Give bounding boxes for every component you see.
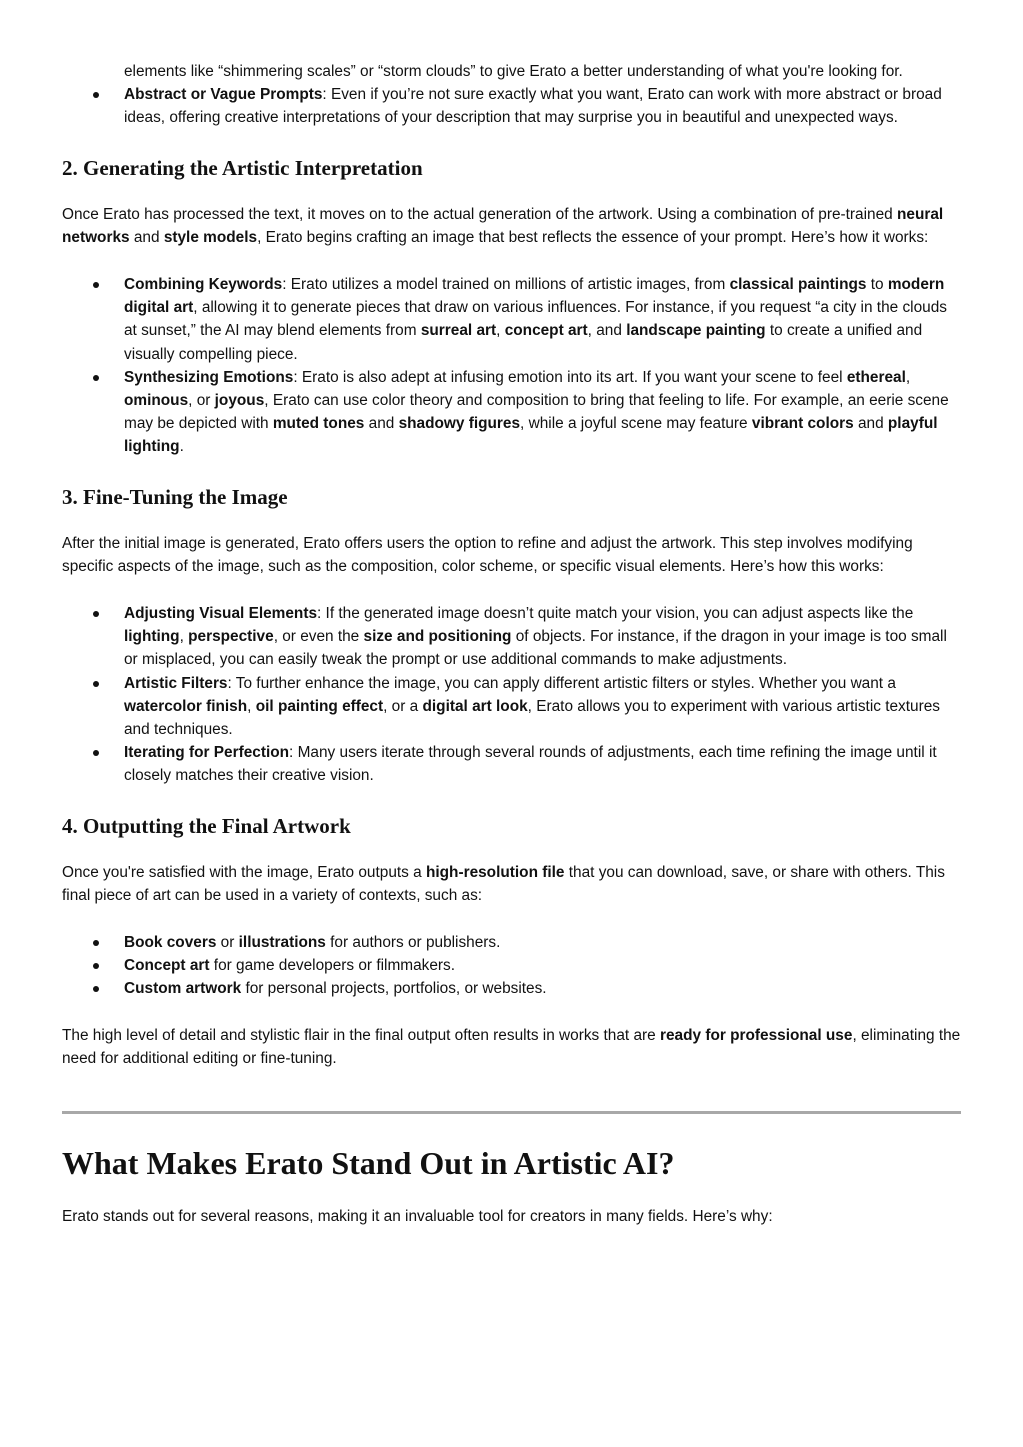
section2-list bbox=[62, 273, 962, 459]
section-heading-main: What Makes Erato Stand Out in Artistic AI? bbox=[62, 1145, 675, 1182]
section2-paragraph: Once Erato has processed the text, it moves on to the actual generation of the artwork. Using a combination of pre-trained neural networks and style models, Erato begins crafting an image that best reflects the essence of your prompt. Here’s how it works: bbox=[62, 205, 944, 246]
continuation-text: elements like “shimmering scales” or “storm clouds” to give Erato a better understanding of what you're looking for. bbox=[124, 63, 903, 80]
list-item-continuation bbox=[62, 60, 962, 83]
list-item: Book covers or illustrations for authors or publishers. bbox=[62, 931, 962, 954]
section-heading-4: 4. Outputting the Final Artwork bbox=[62, 813, 351, 838]
section4-list bbox=[62, 931, 962, 1001]
list-item: Custom artwork for personal projects, portfolios, or websites. bbox=[62, 977, 962, 1000]
section3-paragraph: After the initial image is generated, Erato offers users the option to refine and adjust the artwork. This step involves modifying specific aspects of the image, such as the composition, color scheme, or specific visual elements. Here’s how this works: bbox=[62, 534, 913, 575]
section3-list bbox=[62, 602, 962, 788]
section-divider bbox=[62, 1111, 961, 1114]
document-page bbox=[62, 60, 962, 1228]
intro-list bbox=[62, 60, 962, 130]
list-item: Abstract or Vague Prompts: Even if you’re not sure exactly what you want, Erato can work with more abstract or broad ideas, offering creative interpretations of your description that may surprise you in beautiful and unexpected ways. bbox=[62, 83, 962, 129]
list-item: Concept art for game developers or filmmakers. bbox=[62, 954, 962, 977]
section4-paragraph: Once you're satisfied with the image, Erato outputs a high-resolution file that you can download, save, or share with others. This final piece of art can be used in a variety of contexts, such as: bbox=[62, 863, 945, 904]
list-item: Adjusting Visual Elements: If the generated image doesn’t quite match your vision, you can adjust aspects like the lighting, perspective, or even the size and positioning of objects. For instance, if the dragon in your image is too small or misplaced, you can easily tweak the prompt or use additional commands to make adjustments. bbox=[62, 602, 962, 672]
section4-closing: The high level of detail and stylistic flair in the final output often results in works that are ready for professional use, eliminating the need for additional editing or fine-tuning. bbox=[62, 1026, 961, 1067]
list-item: Iterating for Perfection: Many users iterate through several rounds of adjustments, each time refining the image until it closely matches their creative vision. bbox=[62, 741, 962, 787]
section5-paragraph: Erato stands out for several reasons, making it an invaluable tool for creators in many fields. Here’s why: bbox=[62, 1208, 773, 1226]
list-item: Artistic Filters: To further enhance the image, you can apply different artistic filters or styles. Whether you want a watercolor finish, oil painting effect, or a digital art look, Erato allows you to experiment with various artistic textures and techniques. bbox=[62, 672, 962, 742]
section-heading-3: 3. Fine-Tuning the Image bbox=[62, 484, 288, 509]
bullet-title: Abstract or Vague Prompts bbox=[124, 86, 323, 104]
section-heading-2: 2. Generating the Artistic Interpretation bbox=[62, 155, 423, 180]
list-item: Synthesizing Emotions: Erato is also adept at infusing emotion into its art. If you want your scene to feel ethereal, ominous, or joyous, Erato can use color theory and composition to bring that feeling to life. For example, an eerie scene may be depicted with muted tones and shadowy figures, while a joyful scene may feature vibrant colors and playful lighting. bbox=[62, 366, 962, 459]
list-item: Combining Keywords: Erato utilizes a model trained on millions of artistic images, from classical paintings to modern digital art, allowing it to generate pieces that draw on various influences. For instance, if you request “a city in the clouds at sunset,” the AI may blend elements from surreal art, concept art, and landscape painting to create a unified and visually compelling piece. bbox=[62, 273, 962, 366]
